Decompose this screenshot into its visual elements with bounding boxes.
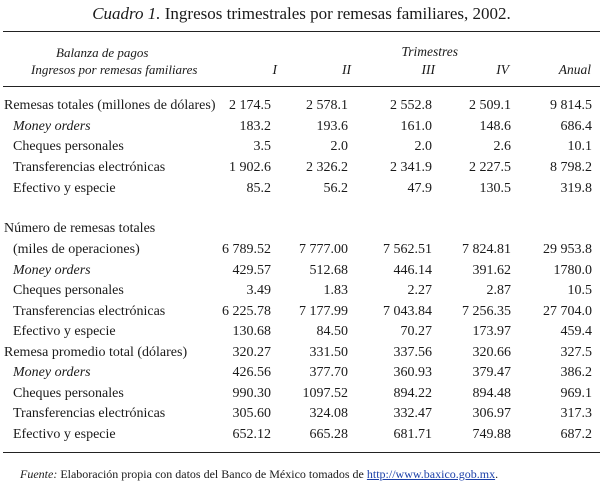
cell-value: 47.9 (407, 181, 432, 196)
col-header-q1: I (272, 62, 277, 77)
cell-value: 193.6 (316, 119, 348, 134)
cell-value: 6 789.52 (222, 242, 271, 257)
source-end: . (495, 467, 499, 481)
table-row (0, 137, 603, 157)
cell-value: 327.5 (560, 345, 592, 360)
header-rule (3, 86, 600, 87)
bottom-rule (3, 452, 600, 453)
table-row (0, 158, 603, 178)
table-row (0, 179, 603, 199)
cell-value: 1 902.6 (229, 160, 271, 175)
cell-value: 2.87 (486, 283, 511, 298)
row-label: Efectivo y especie (13, 181, 116, 196)
cell-value: 130.5 (479, 181, 511, 196)
table-row (0, 96, 603, 116)
cell-value: 686.4 (560, 119, 592, 134)
cell-value: 1780.0 (553, 263, 592, 278)
cell-value: 665.28 (309, 427, 348, 442)
cell-value: 319.8 (560, 181, 592, 196)
cell-value: 446.14 (393, 263, 432, 278)
cell-value: 969.1 (560, 386, 592, 401)
cell-value: 2.6 (493, 139, 511, 154)
table-row (0, 425, 603, 445)
cell-value: 161.0 (400, 119, 432, 134)
cell-value: 377.70 (309, 365, 348, 380)
row-label: Número de remesas totales (4, 221, 156, 236)
cell-value: 2.27 (407, 283, 432, 298)
cell-value: 2 341.9 (390, 160, 432, 175)
table-row (0, 261, 603, 281)
cell-value: 183.2 (239, 119, 271, 134)
cell-value: 360.93 (393, 365, 432, 380)
cell-value: 29 953.8 (543, 242, 592, 257)
cell-value: 681.71 (393, 427, 432, 442)
table-row (0, 384, 603, 404)
cell-value: 2.0 (330, 139, 348, 154)
cell-value: 429.57 (232, 263, 271, 278)
table-caption: Ingresos trimestrales por remesas familiares, 2002. (160, 4, 511, 23)
cell-value: 306.97 (472, 406, 511, 421)
cell-value: 894.48 (472, 386, 511, 401)
cell-value: 331.50 (309, 345, 348, 360)
source-note (20, 467, 498, 481)
stub-header-line1: Balanza de pagos (56, 45, 149, 60)
table-row (0, 240, 603, 260)
quarters-group-header: Trimestres (401, 44, 458, 59)
table-number: Cuadro 1. (92, 4, 161, 23)
top-rule (3, 31, 600, 32)
cell-value: 3.49 (246, 283, 271, 298)
row-label: Remesas totales (millones de dólares) (4, 98, 216, 113)
row-label: Efectivo y especie (13, 427, 116, 442)
row-label: Transferencias electrónicas (13, 304, 166, 319)
table-title (0, 4, 603, 24)
cell-value: 2 552.8 (390, 98, 432, 113)
cell-value: 2 326.2 (306, 160, 348, 175)
cell-value: 7 824.81 (462, 242, 511, 257)
cell-value: 459.4 (560, 324, 592, 339)
table-row (0, 302, 603, 322)
row-label: Transferencias electrónicas (13, 406, 166, 421)
cell-value: 391.62 (472, 263, 511, 278)
cell-value: 85.2 (246, 181, 271, 196)
cell-value: 7 177.99 (299, 304, 348, 319)
row-label: Money orders (13, 119, 91, 134)
cell-value: 990.30 (232, 386, 271, 401)
row-label: Money orders (13, 263, 91, 278)
cell-value: 305.60 (232, 406, 271, 421)
table-row (0, 404, 603, 424)
row-label: Efectivo y especie (13, 324, 116, 339)
table-row (0, 219, 603, 239)
row-label: Transferencias electrónicas (13, 160, 166, 175)
cell-value: 173.97 (472, 324, 511, 339)
cell-value: 512.68 (309, 263, 348, 278)
cell-value: 7 043.84 (383, 304, 432, 319)
cell-value: 2.0 (414, 139, 432, 154)
cell-value: 9 814.5 (550, 98, 592, 113)
col-header-annual: Anual (558, 62, 591, 77)
cell-value: 7 777.00 (299, 242, 348, 257)
cell-value: 1.83 (323, 283, 348, 298)
col-header-q3: III (421, 62, 435, 77)
cell-value: 7 256.35 (462, 304, 511, 319)
cell-value: 2 509.1 (469, 98, 511, 113)
cell-value: 324.08 (309, 406, 348, 421)
cell-value: 70.27 (400, 324, 432, 339)
cell-value: 337.56 (393, 345, 432, 360)
cell-value: 56.2 (323, 181, 348, 196)
cell-value: 386.2 (560, 365, 592, 380)
cell-value: 2 227.5 (469, 160, 511, 175)
col-header-q2: II (342, 62, 351, 77)
row-label: (miles de operaciones) (13, 242, 140, 257)
cell-value: 3.5 (253, 139, 271, 154)
cell-value: 749.88 (472, 427, 511, 442)
stub-header-line2: Ingresos por remesas familiares (31, 62, 198, 77)
cell-value: 320.27 (232, 345, 271, 360)
cell-value: 379.47 (472, 365, 511, 380)
cell-value: 320.66 (472, 345, 511, 360)
cell-value: 317.3 (560, 406, 592, 421)
cell-value: 687.2 (560, 427, 592, 442)
row-label: Cheques personales (13, 139, 124, 154)
cell-value: 148.6 (479, 119, 511, 134)
cell-value: 1097.52 (302, 386, 348, 401)
table-row (0, 281, 603, 301)
cell-value: 84.50 (316, 324, 348, 339)
cell-value: 894.22 (393, 386, 432, 401)
cell-value: 332.47 (393, 406, 432, 421)
cell-value: 8 798.2 (550, 160, 592, 175)
cell-value: 2 578.1 (306, 98, 348, 113)
row-label: Money orders (13, 365, 91, 380)
table-row (0, 322, 603, 342)
cell-value: 10.1 (567, 139, 592, 154)
cell-value: 130.68 (232, 324, 271, 339)
source-label: Fuente: (20, 467, 58, 481)
cell-value: 6 225.78 (222, 304, 271, 319)
source-text: Elaboración propia con datos del Banco de México tomados de (57, 467, 367, 481)
table-row (0, 363, 603, 383)
cell-value: 652.12 (232, 427, 271, 442)
table-row (0, 117, 603, 137)
table-row (0, 343, 603, 363)
col-header-q4: IV (496, 62, 509, 77)
cell-value: 10.5 (567, 283, 592, 298)
source-link[interactable]: http://www.baxico.gob.mx (366, 467, 496, 481)
cell-value: 7 562.51 (383, 242, 432, 257)
cell-value: 2 174.5 (229, 98, 271, 113)
row-label: Cheques personales (13, 386, 124, 401)
row-label: Cheques personales (13, 283, 124, 298)
cell-value: 426.56 (232, 365, 271, 380)
row-label: Remesa promedio total (dólares) (4, 345, 188, 360)
cell-value: 27 704.0 (543, 304, 592, 319)
